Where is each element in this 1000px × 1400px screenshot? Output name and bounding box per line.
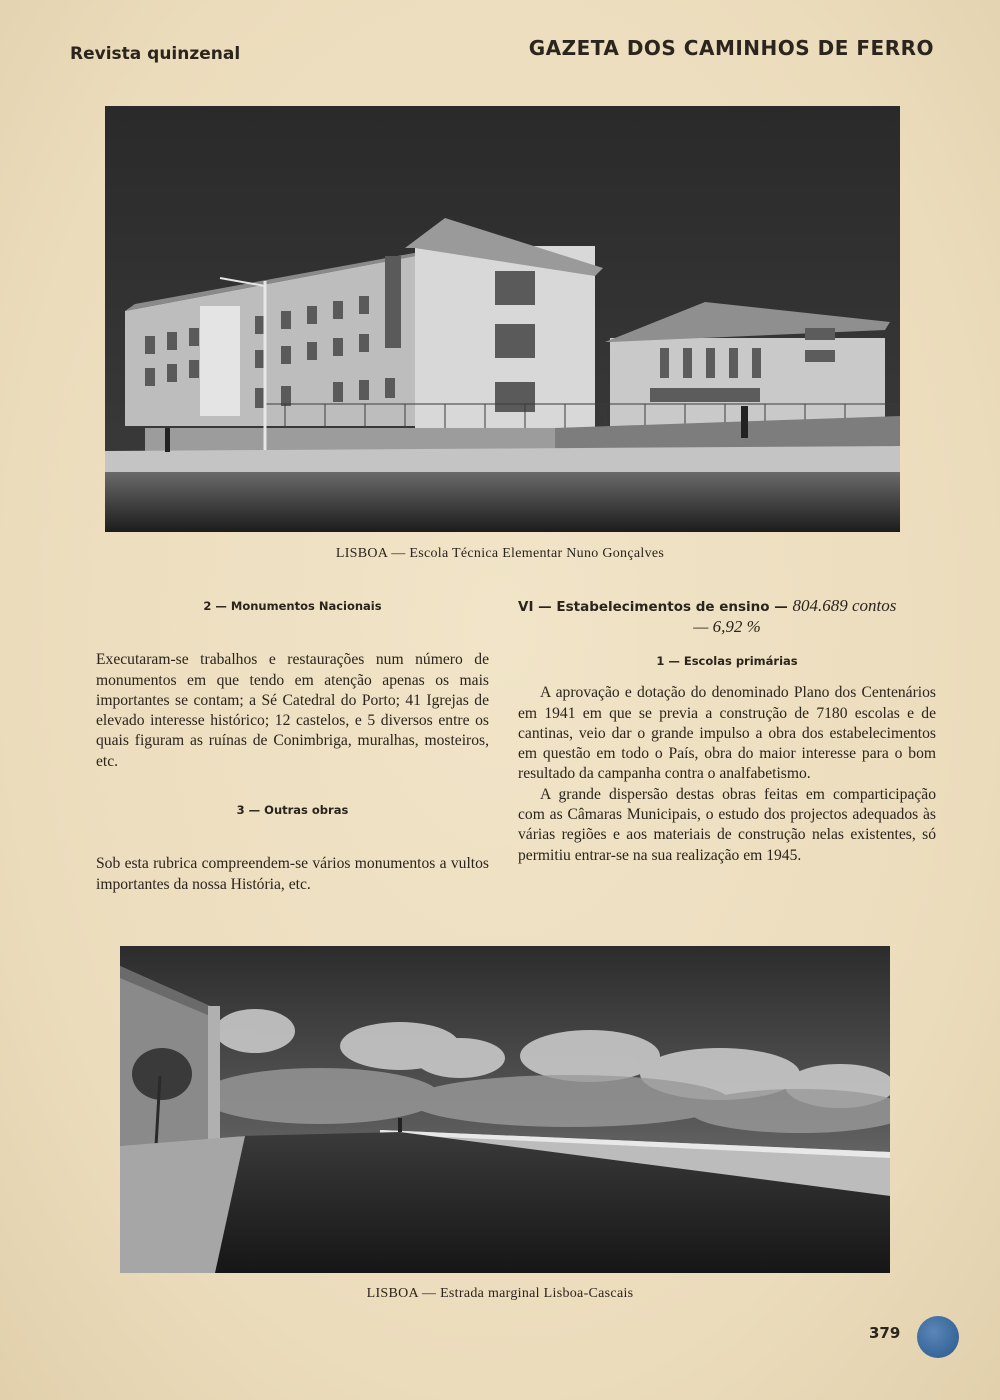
section-title: VI — Estabelecimentos de ensino — — [518, 599, 788, 615]
photo-caption-1: LISBOA — Escola Técnica Elementar Nuno Gonçalves — [335, 546, 665, 561]
section-heading — [518, 596, 936, 637]
subheading-monumentos: 2 — Monumentos Nacionais — [203, 599, 382, 613]
right-column — [518, 596, 936, 866]
paragraph-plano-centenarios: A aprovação e dotação do denominado Plano dos Centenários em 1941 em que se previa a construção de 7180 escolas e de cantinas, veio dar o grande impulso a obra dos estabelecimentos em questão em todo o País, obra do maior interesse para o bom resultado da campanha contra o analfabetismo. — [518, 684, 936, 783]
road-photo-illustration — [120, 946, 890, 1273]
magazine-title: GAZETA DOS CAMINHOS DE FERRO — [528, 36, 934, 60]
page-number: 379 — [869, 1324, 901, 1342]
photo-caption-2: LISBOA — Estrada marginal Lisboa-Cascais — [366, 1286, 634, 1301]
section-percentage: — 6,92 % — [693, 617, 761, 636]
blue-dot-icon — [917, 1316, 959, 1358]
photo-escola-tecnica — [105, 106, 900, 532]
photo-estrada-marginal — [120, 946, 890, 1273]
section-value: 804.689 contos — [792, 596, 897, 615]
subheading-outras-obras: 3 — Outras obras — [236, 803, 349, 818]
paragraph-outras-obras: Sob esta rubrica compreendem-se vários monumentos a vultos importantes da nossa História, etc. — [96, 855, 489, 893]
paragraph-monumentos: Executaram-se trabalhos e restaurações num número de monumentos em que tendo em atenção apenas os mais importantes se contam; a Sé Catedral do Porto; 41 Igrejas de elevado interesse histórico; 12 castelos, e 5 diversos entre os quais figuram as ruínas de Conimbriga, muralhas, mosteiros, etc. — [96, 651, 489, 770]
paragraph-dispersao: A grande dispersão destas obras feitas em comparticipação com as Câmaras Municipais, o estudo dos projectos adequados às várias regiões e aos materiais de construção nelas existentes, só permitiu entrar-se na sua realização em 1945. — [518, 785, 936, 864]
school-photo-illustration — [105, 106, 900, 532]
left-column — [96, 596, 489, 895]
subheading-escolas-primarias: 1 — Escolas primárias — [656, 654, 798, 668]
magazine-frequency: Revista quinzenal — [70, 44, 241, 64]
